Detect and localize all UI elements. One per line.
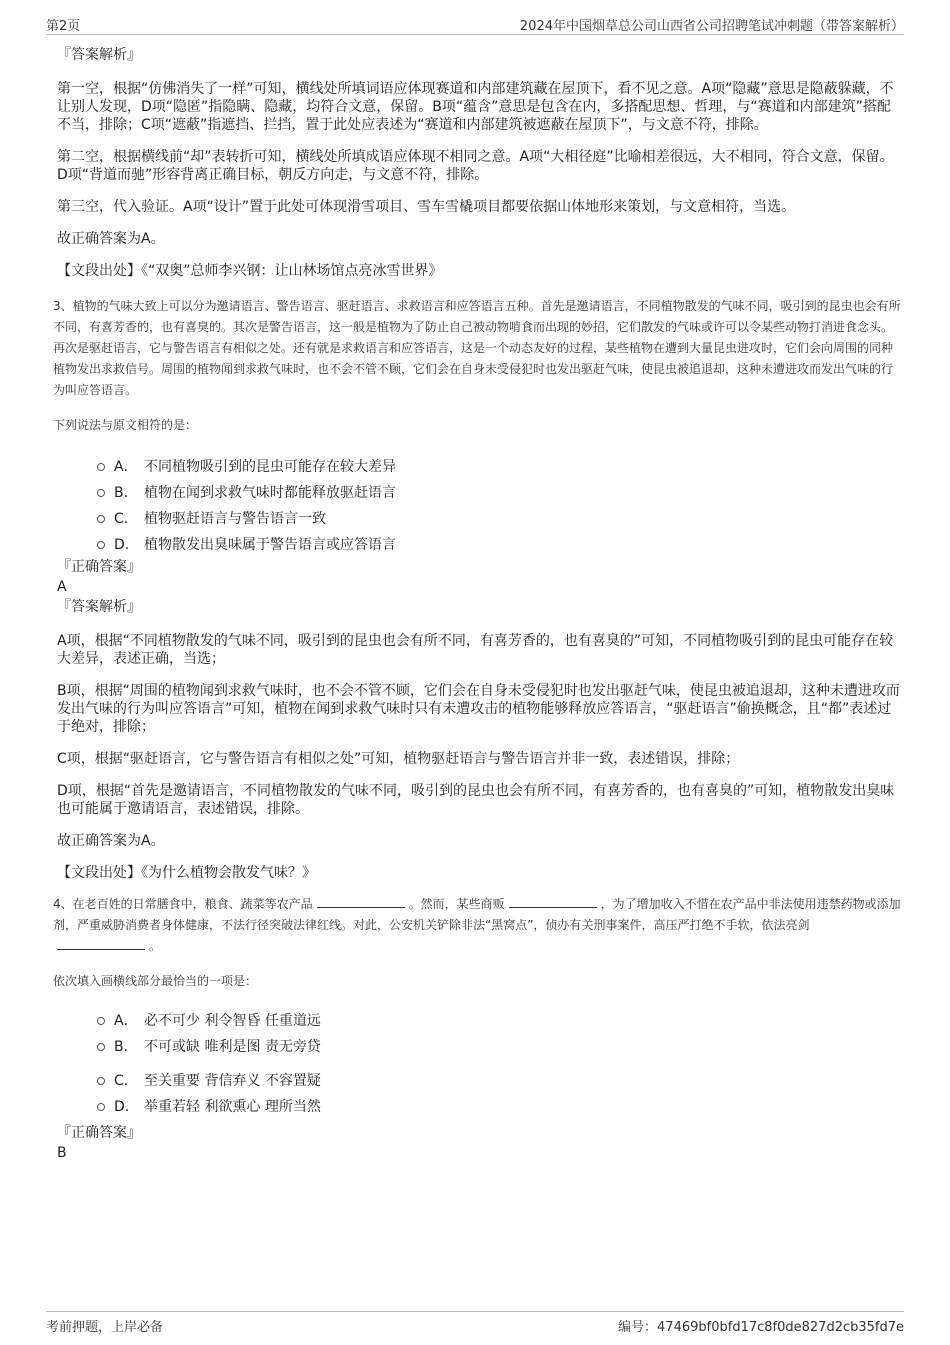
q3-analysis-tag: 『答案解析』 [57, 599, 141, 615]
q4-option-a[interactable]: A． 必不可少 利令智昏 任重道远 [57, 1008, 904, 1034]
document-serial: 编号：47469bf0bfd17c8f0de827d2cb35fd7e [618, 1320, 904, 1335]
q3-passage: 3、植物的气味大致上可以分为邀请语言、警告语言、驱赶语言、求救语言和应答语言五种。首先是邀请语言，不同植物散发的气味不同，吸引到的昆虫也会有所不同，有喜芳香的，也有喜臭的。其次是警告语言，这一般是植物为了防止自己被动物啃食而出现的妙招，它们散发的气味或许可以令某些动物打消进食念头。再次是驱赶语言，它与警告语言有相似之处。还有就是求救语言和应答语言，这是一个动态友好的过程，某些植物在遭到大量昆虫进攻时，它们会向周围的同种植物发出求救信号。周围的植物闻到求救气味时，也不会不管不顾，它们会在自身未受侵犯时也发出驱赶气味，使昆虫被追退却，这种未遭进攻而发出气味的行为叫应答语言。 [53, 299, 901, 397]
q3-answer: A [57, 579, 67, 595]
document-title: 2024年中国烟草总公司山西省公司招聘笔试冲刺题（带答案解析） [519, 19, 904, 34]
q3-conclusion: 故正确答案为A。 [57, 833, 165, 849]
q4-option-d[interactable]: D． 举重若轻 利欲熏心 理所当然 [57, 1094, 904, 1120]
q4-blank-1[interactable] [317, 894, 405, 908]
q3-analysis-a: A项，根据“不同植物散发的气味不同，吸引到的昆虫也会有所不同，有喜芳香的，也有喜臭的”可知，不同植物吸引到的昆虫可能存在较大差异，表述正确，当选； [57, 633, 894, 667]
radio-icon[interactable] [97, 463, 105, 471]
page-footer [46, 1311, 904, 1336]
q4-options [57, 1008, 904, 1120]
q3-analysis-d: D项，根据“首先是邀请语言，不同植物散发的气味不同，吸引到的昆虫也会有所不同，有喜芳香的，也有喜臭的”可知，植物散发出臭味也可能属于邀请语言，表述错误，排除。 [57, 783, 895, 817]
radio-icon[interactable] [97, 1077, 105, 1085]
q4-question: 依次填入画横线部分最恰当的一项是： [53, 974, 258, 988]
radio-icon[interactable] [97, 515, 105, 523]
q4-blank-3[interactable] [57, 936, 145, 950]
q4-blank-2[interactable] [509, 894, 597, 908]
page-content [53, 46, 904, 1164]
q2-source: 【文段出处】《“双奥”总师李兴钢：让山林场馆点亮冰雪世界》 [57, 263, 443, 279]
q4-answer-tag: 『正确答案』 [57, 1125, 141, 1141]
q4-option-c[interactable]: C． 至关重要 背信弃义 不容置疑 [57, 1068, 904, 1094]
q2-analysis-tag: 『答案解析』 [57, 47, 141, 63]
radio-icon[interactable] [97, 1103, 105, 1111]
q3-options [57, 454, 904, 558]
q4-option-b[interactable]: B． 不可或缺 唯利是图 责无旁贷 [57, 1034, 904, 1060]
q3-option-d[interactable]: D． 植物散发出臭味属于警告语言或应答语言 [57, 532, 904, 558]
q3-question: 下列说法与原文相符的是： [53, 418, 198, 432]
radio-icon[interactable] [97, 541, 105, 549]
q3-source: 【文段出处】《为什么植物会散发气味？》 [57, 865, 316, 881]
q2-conclusion: 故正确答案为A。 [57, 231, 165, 247]
radio-icon[interactable] [97, 1043, 105, 1051]
q3-option-c[interactable]: C． 植物驱赶语言与警告语言一致 [57, 506, 904, 532]
q3-answer-tag: 『正确答案』 [57, 559, 141, 575]
radio-icon[interactable] [97, 1017, 105, 1025]
page-number: 第2页 [46, 19, 81, 34]
q4-answer: B [57, 1145, 67, 1161]
footer-slogan: 考前押题，上岸必备 [46, 1320, 164, 1335]
q2-analysis-para-2: 第二空，根据横线前“却”表转折可知，横线处所填成语应体现不相同之意。A项“大相径庭”比喻相差很远，大不相同，符合文意，保留。D项“背道而驰”形容背离正确目标，朝反方向走，与文意不符，排除。 [57, 149, 894, 183]
page-header [46, 12, 904, 35]
q2-analysis-para-3: 第三空，代入验证。A项“设计”置于此处可体现滑雪项目、雪车雪橇项目都要依据山体地形来策划，与文意相符，当选。 [57, 199, 796, 215]
q4-passage: 4、在老百姓的日常膳食中，粮食、蔬菜等农产品 。然而，某些商贩 ，为了增加收入不惜在农产品中非法使用违禁药物或添加剂，严重威胁消费者身体健康，不法行径突破法律红线。对此，公安机关铲除非法“黑窝点”，侦办有关刑事案件，高压严打绝不手软，依法亮剑。 [53, 894, 904, 957]
q3-option-a[interactable]: A． 不同植物吸引到的昆虫可能存在较大差异 [57, 454, 904, 480]
q2-analysis-para-1: 第一空，根据“仿佛消失了一样”可知，横线处所填词语应体现赛道和内部建筑藏在屋顶下，看不见之意。A项“隐藏”意思是隐蔽躲藏，不让别人发现，D项“隐匿”指隐瞒、隐藏，均符合文意，保留。B项“蕴含”意思是包含在内，多搭配思想、哲理，与“赛道和内部建筑”搭配不当，排除；C项“遮蔽”指遮挡、拦挡，置于此处应表述为“赛道和内部建筑被遮蔽在屋顶下”，与文意不符，排除。 [57, 81, 894, 133]
q3-analysis-b: B项，根据“周围的植物闻到求救气味时，也不会不管不顾，它们会在自身未受侵犯时也发出驱赶气味，使昆虫被追退却，这种未遭进攻而发出气味的行为叫应答语言”可知，植物在闻到求救气味时只有未遭攻击的植物能够释放应答语言，“驱赶语言”偷换概念，且“都”表述过于绝对，排除； [57, 683, 900, 735]
q3-option-b[interactable]: B． 植物在闻到求救气味时都能释放驱赶语言 [57, 480, 904, 506]
radio-icon[interactable] [97, 489, 105, 497]
q3-analysis-c: C项，根据“驱赶语言，它与警告语言有相似之处”可知，植物驱赶语言与警告语言并非一致，表述错误，排除； [57, 751, 740, 767]
